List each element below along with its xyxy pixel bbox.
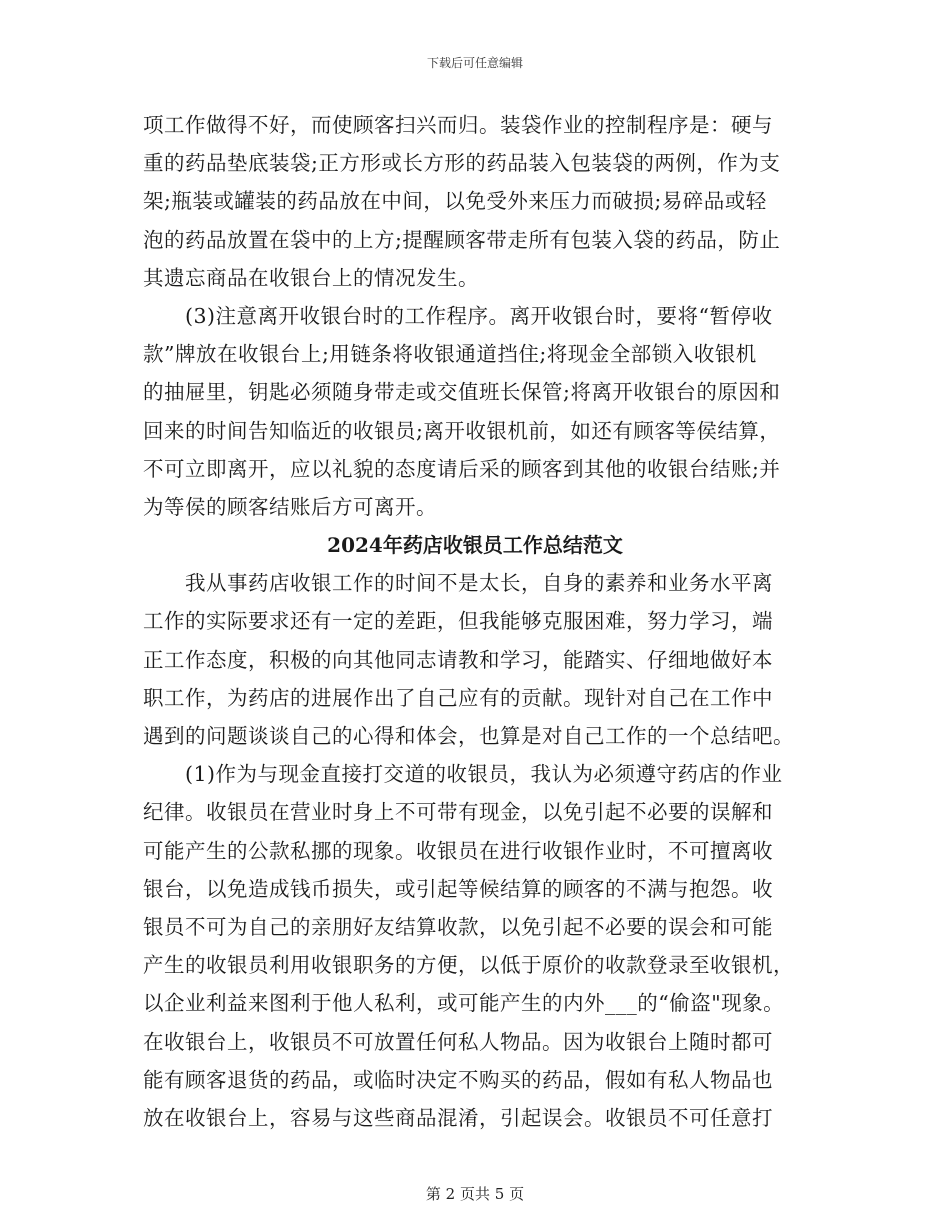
text-line: 重的药品垫底装袋;正方形或长方形的药品装入包装袋的两例，作为支 <box>143 151 781 176</box>
text-line: 款”牌放在收银台上;用链条将收银通道挡住;将现金全部锁入收银机 <box>143 342 757 367</box>
text-line: 回来的时间告知临近的收银员;离开收银机前，如还有顾客等侯结算， <box>143 418 781 443</box>
page-header: 下载后可任意编辑 <box>426 56 523 70</box>
text-line: 工作的实际要求还有一定的差距，但我能够克服困难，努力学习，端 <box>143 609 773 634</box>
page-footer: 第 2 页共 5 页 <box>425 1185 525 1203</box>
text-line: 能有顾客退货的药品，或临时决定不购买的药品，假如有私人物品也 <box>143 1067 773 1092</box>
text-line: 纪律。收银员在营业时身上不可带有现金，以免引起不必要的误解和 <box>143 800 773 825</box>
text-line: 项工作做得不好，而使顾客扫兴而归。装袋作业的控制程序是：硬与 <box>143 113 773 137</box>
section-title: 2024年药店收银员工作总结范文 <box>327 533 623 558</box>
text-line: 在收银台上，收银员不可放置任何私人物品。因为收银台上随时都可 <box>143 1029 773 1054</box>
document-body <box>143 106 807 1137</box>
text-line: 泡的药品放置在袋中的上方;提醒顾客带走所有包装入袋的药品，防止 <box>143 227 781 252</box>
text-line: 为等侯的顾客结账后方可离开。 <box>143 494 437 519</box>
text-line: 银员不可为自己的亲朋好友结算收款，以免引起不必要的误会和可能 <box>143 914 773 939</box>
text-line: 的抽屉里，钥匙必须随身带走或交值班长保管;将离开收银台的原因和 <box>143 380 781 405</box>
text-line: 遇到的问题谈谈自己的心得和体会，也算是对自己工作的一个总结吧。 <box>143 724 794 748</box>
text-line: 放在收银台上，容易与这些商品混淆，引起误会。收银员不可任意打 <box>143 1105 773 1130</box>
paragraph-first-line: 我从事药店收银工作的时间不是太长，自身的素养和业务水平离 <box>185 571 773 596</box>
paragraph-first-line: (3)注意离开收银台时的工作程序。离开收银台时，要将“暂停收 <box>185 303 773 328</box>
text-line: 职工作，为药店的进展作出了自己应有的贡献。现针对自己在工作中 <box>143 685 773 710</box>
text-line: 架;瓶装或罐装的药品放在中间，以免受外来压力而破损;易碎品或轻 <box>143 189 767 214</box>
paragraph-first-line: (1)作为与现金直接打交道的收银员，我认为必须遵守药店的作业 <box>185 762 783 787</box>
text-line: 不可立即离开，应以礼貌的态度请后采的顾客到其他的收银台结账;并 <box>143 456 781 481</box>
text-line: 以企业利益来图利于他人私利，或可能产生的内外___的“偷盗"现象。 <box>143 991 785 1016</box>
text-line: 可能产生的公款私挪的现象。收银员在进行收银作业时，不可擅离收 <box>143 838 773 863</box>
text-line: 银台，以免造成钱币损失，或引起等候结算的顾客的不满与抱怨。收 <box>143 876 773 901</box>
text-line: 其遗忘商品在收银台上的情况发生。 <box>143 265 479 290</box>
text-line: 正工作态度，积极的向其他同志请教和学习，能踏实、仔细地做好本 <box>143 647 773 672</box>
text-line: 产生的收银员利用收银职务的方便，以低于原价的收款登录至收银机， <box>143 953 794 978</box>
